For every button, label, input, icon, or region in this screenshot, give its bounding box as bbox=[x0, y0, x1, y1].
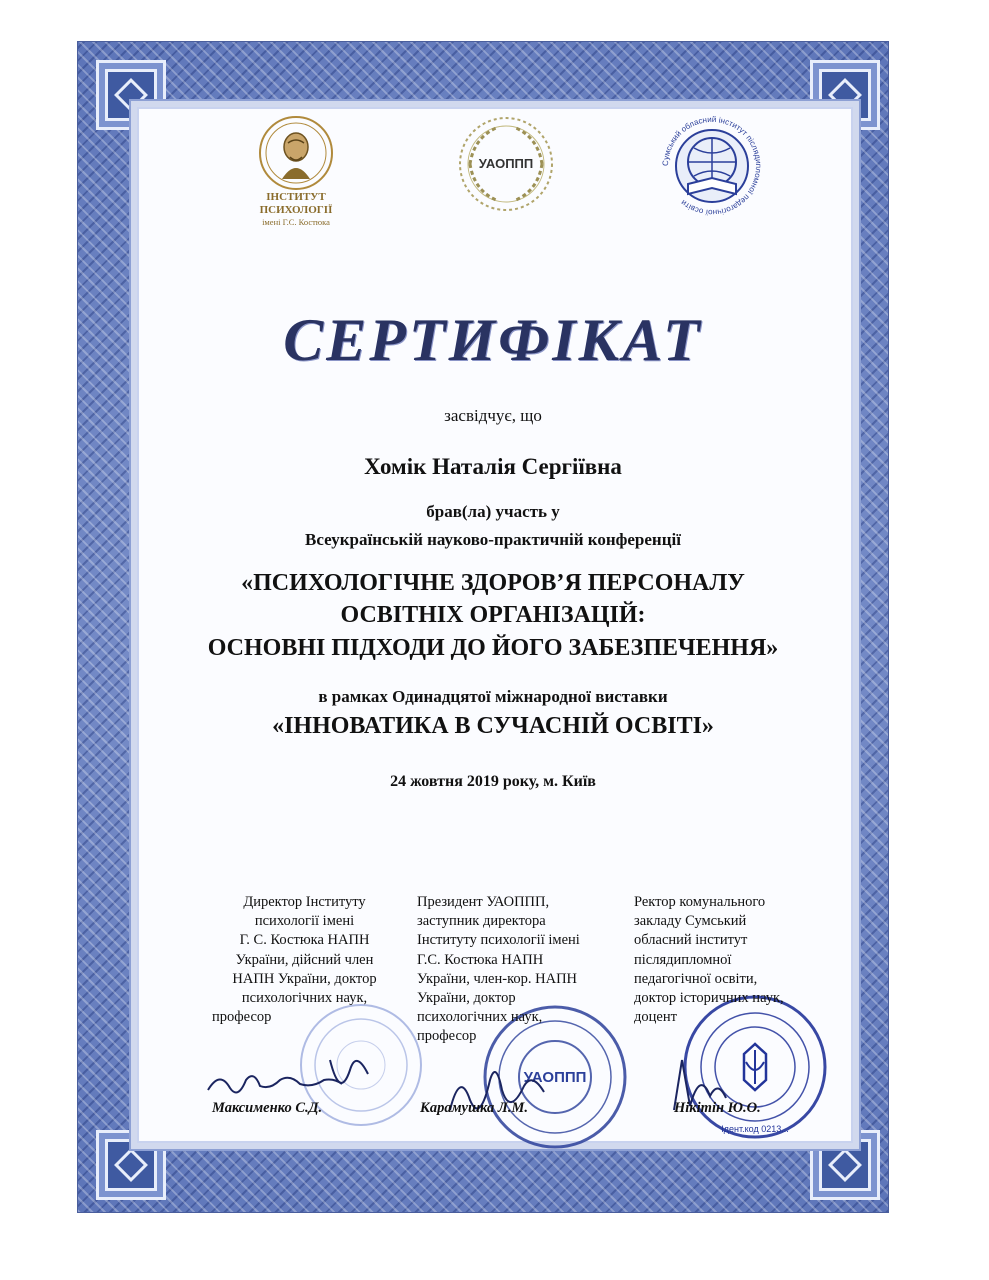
signature-1 bbox=[200, 1030, 390, 1110]
certifies-text: засвідчує, що bbox=[444, 406, 542, 425]
signatory-1-name: Максименко С.Д. bbox=[212, 1100, 323, 1116]
signatory-2-line: Г.С. Костюка НАПН bbox=[417, 951, 544, 968]
institute-logo-line3: імені Г.С. Костюка bbox=[262, 217, 330, 227]
recipient-name: Хомік Наталія Сергіївна bbox=[364, 454, 622, 479]
certificate-title: СЕРТИФІКАТ bbox=[283, 307, 703, 373]
signatory-2-line: професор bbox=[417, 1028, 477, 1045]
conference-title-line-3: ОСНОВНІ ПІДХОДИ ДО ЙОГО ЗАБЕЗПЕЧЕННЯ» bbox=[207, 635, 779, 661]
signatory-3-line: післядипломної bbox=[634, 951, 732, 968]
signatory-3-line: закладу Сумський bbox=[634, 913, 747, 930]
signatory-1-position bbox=[212, 893, 397, 1027]
signatory-1-line: НАПН України, доктор bbox=[232, 970, 377, 987]
sumy-logo-ring-text: Сумський обласний інститут післядипломної педагогічної освіти bbox=[660, 114, 764, 218]
signatory-2-position bbox=[417, 893, 622, 1047]
signatory-1-line: психології імені bbox=[254, 913, 355, 930]
signatory-3-line: обласний інститут bbox=[634, 932, 748, 949]
signatory-1-line: України, дійсний член bbox=[235, 951, 374, 968]
signatory-1-line: Г. С. Костюка НАПН bbox=[239, 932, 370, 949]
conference-kind: Всеукраїнській науково-практичній конференції bbox=[305, 530, 681, 549]
exhibition-title: «ІННОВАТИКА В СУЧАСНІЙ ОСВІТІ» bbox=[272, 713, 714, 739]
signatory-3-position bbox=[634, 893, 834, 1027]
signatory-3-line: доктор історичних наук, bbox=[634, 990, 784, 1007]
signatory-2-line: Інституту психології імені bbox=[417, 932, 580, 949]
signatory-2-line: заступник директора bbox=[417, 913, 546, 930]
institute-logo-line2: ПСИХОЛОГІЇ bbox=[259, 204, 333, 216]
signatory-3-line: Ректор комунального bbox=[634, 894, 766, 910]
participation-text: брав(ла) участь у bbox=[426, 502, 560, 521]
signatory-3-name: Нікітін Ю.О. bbox=[674, 1100, 761, 1116]
uaoppp-logo-text: УАОППП bbox=[478, 156, 534, 171]
signatory-2-line: Президент УАОППП, bbox=[417, 894, 550, 910]
sumy-institute-logo bbox=[658, 112, 766, 220]
signatory-2-line: психологічних наук, bbox=[417, 1009, 543, 1026]
conference-title-line-2: ОСВІТНІХ ОРГАНІЗАЦІЙ: bbox=[340, 602, 646, 628]
signatory-3-line: доцент bbox=[634, 1009, 677, 1026]
signatory-2-line: України, член-кор. НАПН bbox=[417, 970, 578, 987]
signatory-1-line: психологічних наук, bbox=[241, 990, 368, 1007]
signatory-3-line: педагогічної освіти, bbox=[634, 970, 758, 987]
signatory-1-line: професор bbox=[212, 1009, 272, 1026]
signatory-1-line: Директор Інституту bbox=[243, 894, 366, 910]
signatory-2-line: України, доктор bbox=[417, 990, 516, 1007]
uaoppp-logo bbox=[456, 114, 556, 214]
institute-logo-line1: ІНСТИТУТ bbox=[266, 191, 326, 203]
uaoppp-stamp-text: УАОППП bbox=[523, 1069, 587, 1086]
sumy-stamp-code: Ідент.код 0213... bbox=[721, 1124, 789, 1134]
institute-psychology-logo bbox=[252, 113, 340, 231]
signatory-2-name: Карамушка Л.М. bbox=[420, 1100, 528, 1116]
conference-title-line-1: «ПСИХОЛОГІЧНЕ ЗДОРОВ’Я ПЕРСОНАЛУ bbox=[241, 570, 745, 596]
exhibition-intro: в рамках Одинадцятої міжнародної виставки bbox=[318, 687, 668, 706]
date-place: 24 жовтня 2019 року, м. Київ bbox=[390, 773, 596, 790]
